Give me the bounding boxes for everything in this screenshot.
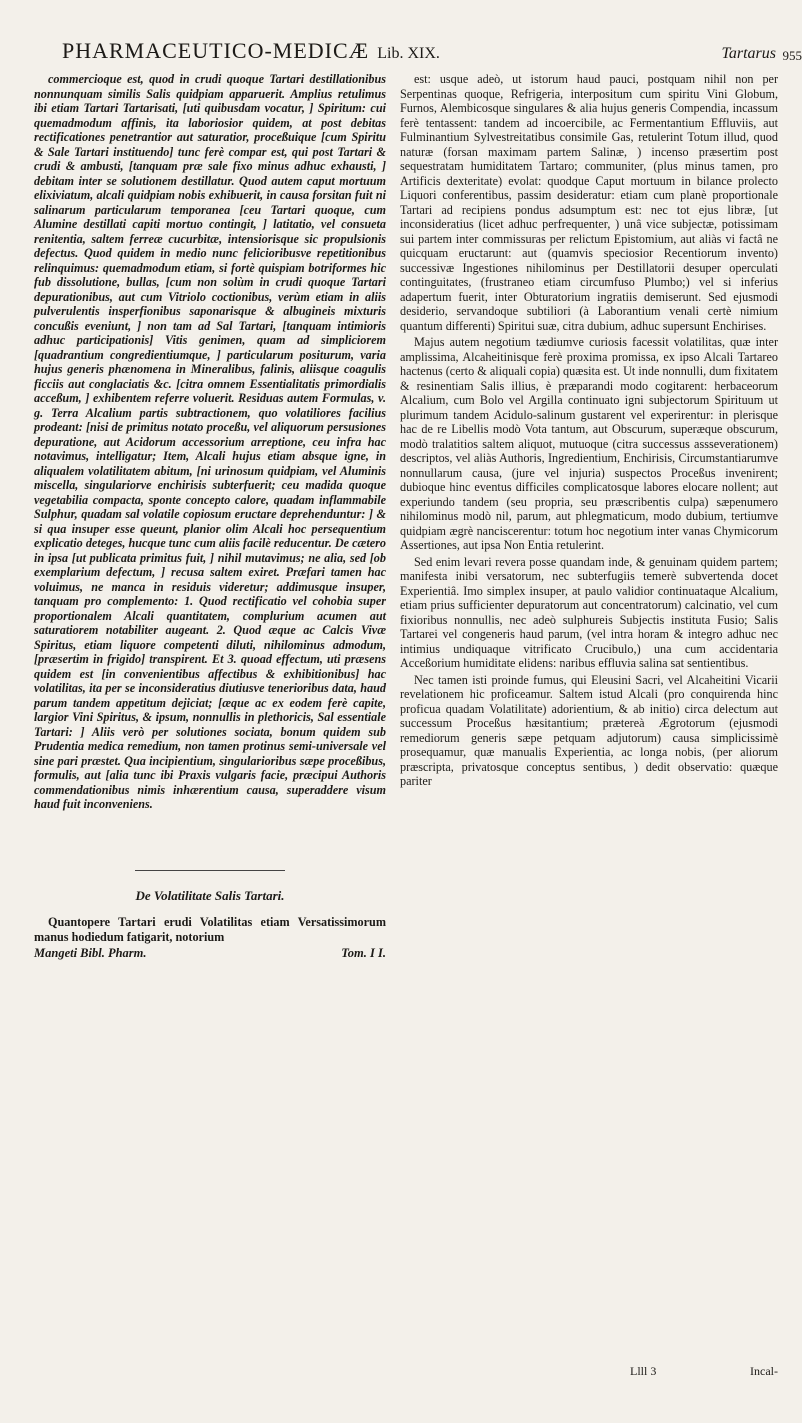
section-paragraph: Quantopere Tartari erudi Volatilitas etiam Versatissimorum manus hodiedum fatigarit, notorium xyxy=(34,915,386,944)
right-paragraph-4: Nec tamen isti proinde fumus, qui Eleusini Sacri, vel Alcaheitini Vicarii revelationem hic proficeamur. Saltem istud Alcali (pro conquirenda hinc proficua quadam Volatilitate) adorientium, & ab initio) circa delectum aut successum Proceßus hæsitantium; prætereà Ægrotorum (ejusmodi remediorum generis sæpe petquam adjutorum) causa simplicissimè prosequamur, quæ manualis Experientia, ac longa nobis, (per aliorum præscripta, privatosque conceptus sentibus, ) dedit observatio: quæque pariter xyxy=(400,672,778,788)
left-paragraph: commercioque est, quod in crudi quoque Tartari destillationibus nonnunquam similis Salis quidpiam apparuerit. Amplius retulimus ibi etiam Tartari Tartarisati, [uti quibusdam vocatur, ] Spiritum: cui quemadmodum affinis, ita laboriosior quidem, at post debitas rectificationes penetrantior aut saturatior, proceßuique [cum Spiritu & Sale Tartari instituendo] tunc ferè compar est, qui post Tartari & crudi & ambusti, [tanquam præ sale fixo minus adhuc exhausti, ] debitam inter se solutionem destillatur. Quod autem caput mortuum elixiviatum, alcali quidpiam nobis exhibuerit, in causa forsitan fuit ni salinarum particularum temporanea [ceu Tartari quoque, cum Alumine destillati capiti mortuo contingit, ] latitatio, vel consueta renitentia, saltem ferreæ cucurbitæ, intensiorisque sic propulsionis defectus. Quod quidem in medio nunc felicioribusve repetitionibus relinquimus: quemadmodum etiam, si fortè quispiam botriformes hic fub dissolutione, bullas, [cum non solùm in crudi quoque Tartari depurationibus, aut cum Vitriolo coctionibus, verùm etiam in aliis pulverulentis insperfionibus saponarisque & albugineis mixturis concußis eveniunt, ] non tam ad Sal Tartari, [tanquam intimioris adhuc participationis] Vitis genimen, quam ad simpliciorem [quadrantium congredientiumque, ] particularum positurum, varia hujus generis phænomena in Mineralibus, falinis, aliisque coagulis ficciis aut conglaciatis &c. [citra omnem Essentialitatis primordialis acceßum, ] exhibentem referre voluerit. Residuas autem Formulas, v. g. Terra Alcalium partis subtractionem, quo volatiliores facilius prodeant: [nisi de primitus notato proceßu, vel aliquorum persusiones depuratione, aut Acidorum accessorium arreptione, ceu infra hac notavimus, intelligatur; Item, Alcali hujus etiam absque igne, in aliqualem volatilitatem abitum, [ni urinosum quidpiam, vel Aluminis miscella, singulariorve enchirisis subterfuerit; ceu madida quoque vegetabilia compacta, sponte concepto calore, quadam inflammabile Sulphur, quadam sal volatile copiosum eructare deprehenduntur: ] & si qua insuper esse queunt, planior olim Alcali hoc persequentium explicatio deteges, hucque tunc cum aliis facilè reducentur. De cætero in ipsa [ut publicata primitus fuit, ] nihil mutavimus; ne alia, sed [ob exemplarium defectum, ] recusa saltem exiret. Præfari tamen hac voluimus, ne manca in residuis videretur; addimusque insuper, tanquam pro complemento: 1. Quod rectificatio vel cohobia super proportionalem Alcali quantitatem, complurium acumen aut saturatiorem notabiliter augeant. 2. Quod æque ac Calcis Vivæ Spiritus, etiam liquore competenti diluti, nihilominus admodum, [præsertim in frigido] transpirent. Et 3. quoad effectum, uti præsens quidem est [in convenientibus affectibus & exhibitionibus] hac volatilitas, ita per se inconsideratius diutiusve tenerioribus data, haud parum tandem appetitum dejiciat; [æque ac ex eodem ferè capite, largior Vini Spiritus, & ipsum, nonnullis in plethoricis, Sal essentiale Tartari: ] Aliis verò per solutiones sociata, bonum quidem sub Prudentia medica remedium, non tamen protinus semi-universale vel sine pari præstet. Qua incipientium, singularioribus sæpe proceßibus, formulis, aut [alia tunc ibi Praxis vulgaris facie, præcipui Authoris commendationibus nimis inhærentium causa, superaddere visum haud fuit inconveniens. xyxy=(34,72,386,811)
signature-mark xyxy=(630,1364,656,1379)
section-divider xyxy=(135,870,285,871)
footer-line xyxy=(34,946,386,961)
signature-letters: Llll xyxy=(630,1364,648,1378)
right-footer xyxy=(400,1364,778,1379)
page-number: 955 xyxy=(782,48,802,63)
running-title: PHARMACEUTICO-MEDICÆ xyxy=(62,38,370,63)
right-paragraph-1: est: usque adeò, ut istorum haud pauci, postquam nihil non per Serpentinas quoque, Refrigeria, interpositum cum spiritu Vini Globum, Furnos, Alembicosque singulares & alia hujus generis Compendia, incassum ferè tentassent: tandem ad incoercibile, ac Fermentantium Effluviis, aut Fulminantium Sylvestreitatibus consimile Gas, retulerint Totum illud, quod naturæ (forsan maximam partem Salinæ, ) incenso præsertim post sequestratam humiditatem Tartaro; communiter, (plus minus tamen, pro Artificis dexteritate) evolat: quodque Caput mortuum in bilance prolecto Liquori conferentibus, passim desideratur: etiam cum planè proportionale Tartari ad recipiens pondus adsumptum est: nec tot ejus libræ, [ut inconsideratius (licet adhuc perfrequenter, ) unâ vice subjectæ, potissimam sui partem inter commissuras per relictum Epistomium, aut aliàs vi factâ ne quicquam eructarunt: aut (quamvis speciosior Recentiorum invento) successivæ Ingestiones nihilominus per Destillatorii desuper operculati continguitates, (frustraneo etiam circumfuso Plumbo;) vel si inferius adapertum fuerit, inter Obturatorium ingratiis demiserunt. Sed ejusmodi desiderio, servandoque subtiliori (à Laborantium venali certè nimium quantum differenti) Spiritui suæ, citra dubium, adhuc supersunt Enchirises. xyxy=(400,72,778,333)
right-paragraph-2: Majus autem negotium tædiumve curiosis facessit volatilitas, quæ inter amplissima, Alcaheitinisque ferè proxima promissa, ex ipso Alcali Tartareo hactenus (certo & aliquali copia) quæsita est. Ut inde nonnulli, dum fixitatem & resinentiam Salis illius, è præparandi modo cogitarent: herbaceorum Alcalium, cum Bolo vel Argilla continuato igni subjectorum Spirituum ut plurimum tandem Acidulo-salinum gustarent vel experirentur: in plerisque hac de re Libellis modò Vota tantum, aut Obscurum, superæque obscurum, modò tralatitios saltem aliquot, mutuoque (citra successus assseverationem) descriptos, vel aliàs Authoris, Ingredientium, Enchirisis, Circumstantiarumve nonnullarum causa, (jure vel injuria) suspectos Proceßus invenirent; dubioque hinc eventus difficiles complicatosque labores elocare nollent; aut experiundo tandem (seu propria, seu præscribentis culpa) sæpenumero nihilominus modò nil, parum, aut phlegmaticum, modo dubium, tertiumve quidpiam ægrè nanciscerentur: totum hoc negotium inter vanas Chymicorum Assertiones, aut ipsa Non Entia retulerint. xyxy=(400,335,778,552)
book-number: Lib. XIX. xyxy=(377,45,440,62)
right-paragraph-3: Sed enim levari revera posse quandam inde, & genuinam quidem partem; manifesta inibi versatorum, nec subterfugiis temerè subvertenda docet Experientiâ. Imo simplex insuper, at paulo validior continuataque Alcalium, etiam prius sufficienter depuratorum aut concentratorum) calcinatio, vel cum fixioribus nonnullis, nec adeò sulphureis Subjectis instituta Fusio; Salis Tartarei vel congeneris haud parum, (vel intra horam & integro adhuc nec intimius undiquaque vitrificato Crucibulo,) una cum accidentaria Acceßorium humiditate elidens: naribus effluvia salina sat sentientibus. xyxy=(400,554,778,670)
footer-source: Mangeti Bibl. Pharm. xyxy=(34,946,147,960)
signature-number: 3 xyxy=(650,1364,657,1378)
running-topic: Tartarus xyxy=(721,45,776,62)
section-title: De Volatilitate Salis Tartari. xyxy=(135,887,285,903)
running-header xyxy=(62,38,802,70)
catchword: Incal- xyxy=(750,1364,778,1378)
footer-volume: Tom. I I. xyxy=(341,946,386,960)
right-column xyxy=(400,72,778,1372)
left-column xyxy=(34,72,386,1412)
